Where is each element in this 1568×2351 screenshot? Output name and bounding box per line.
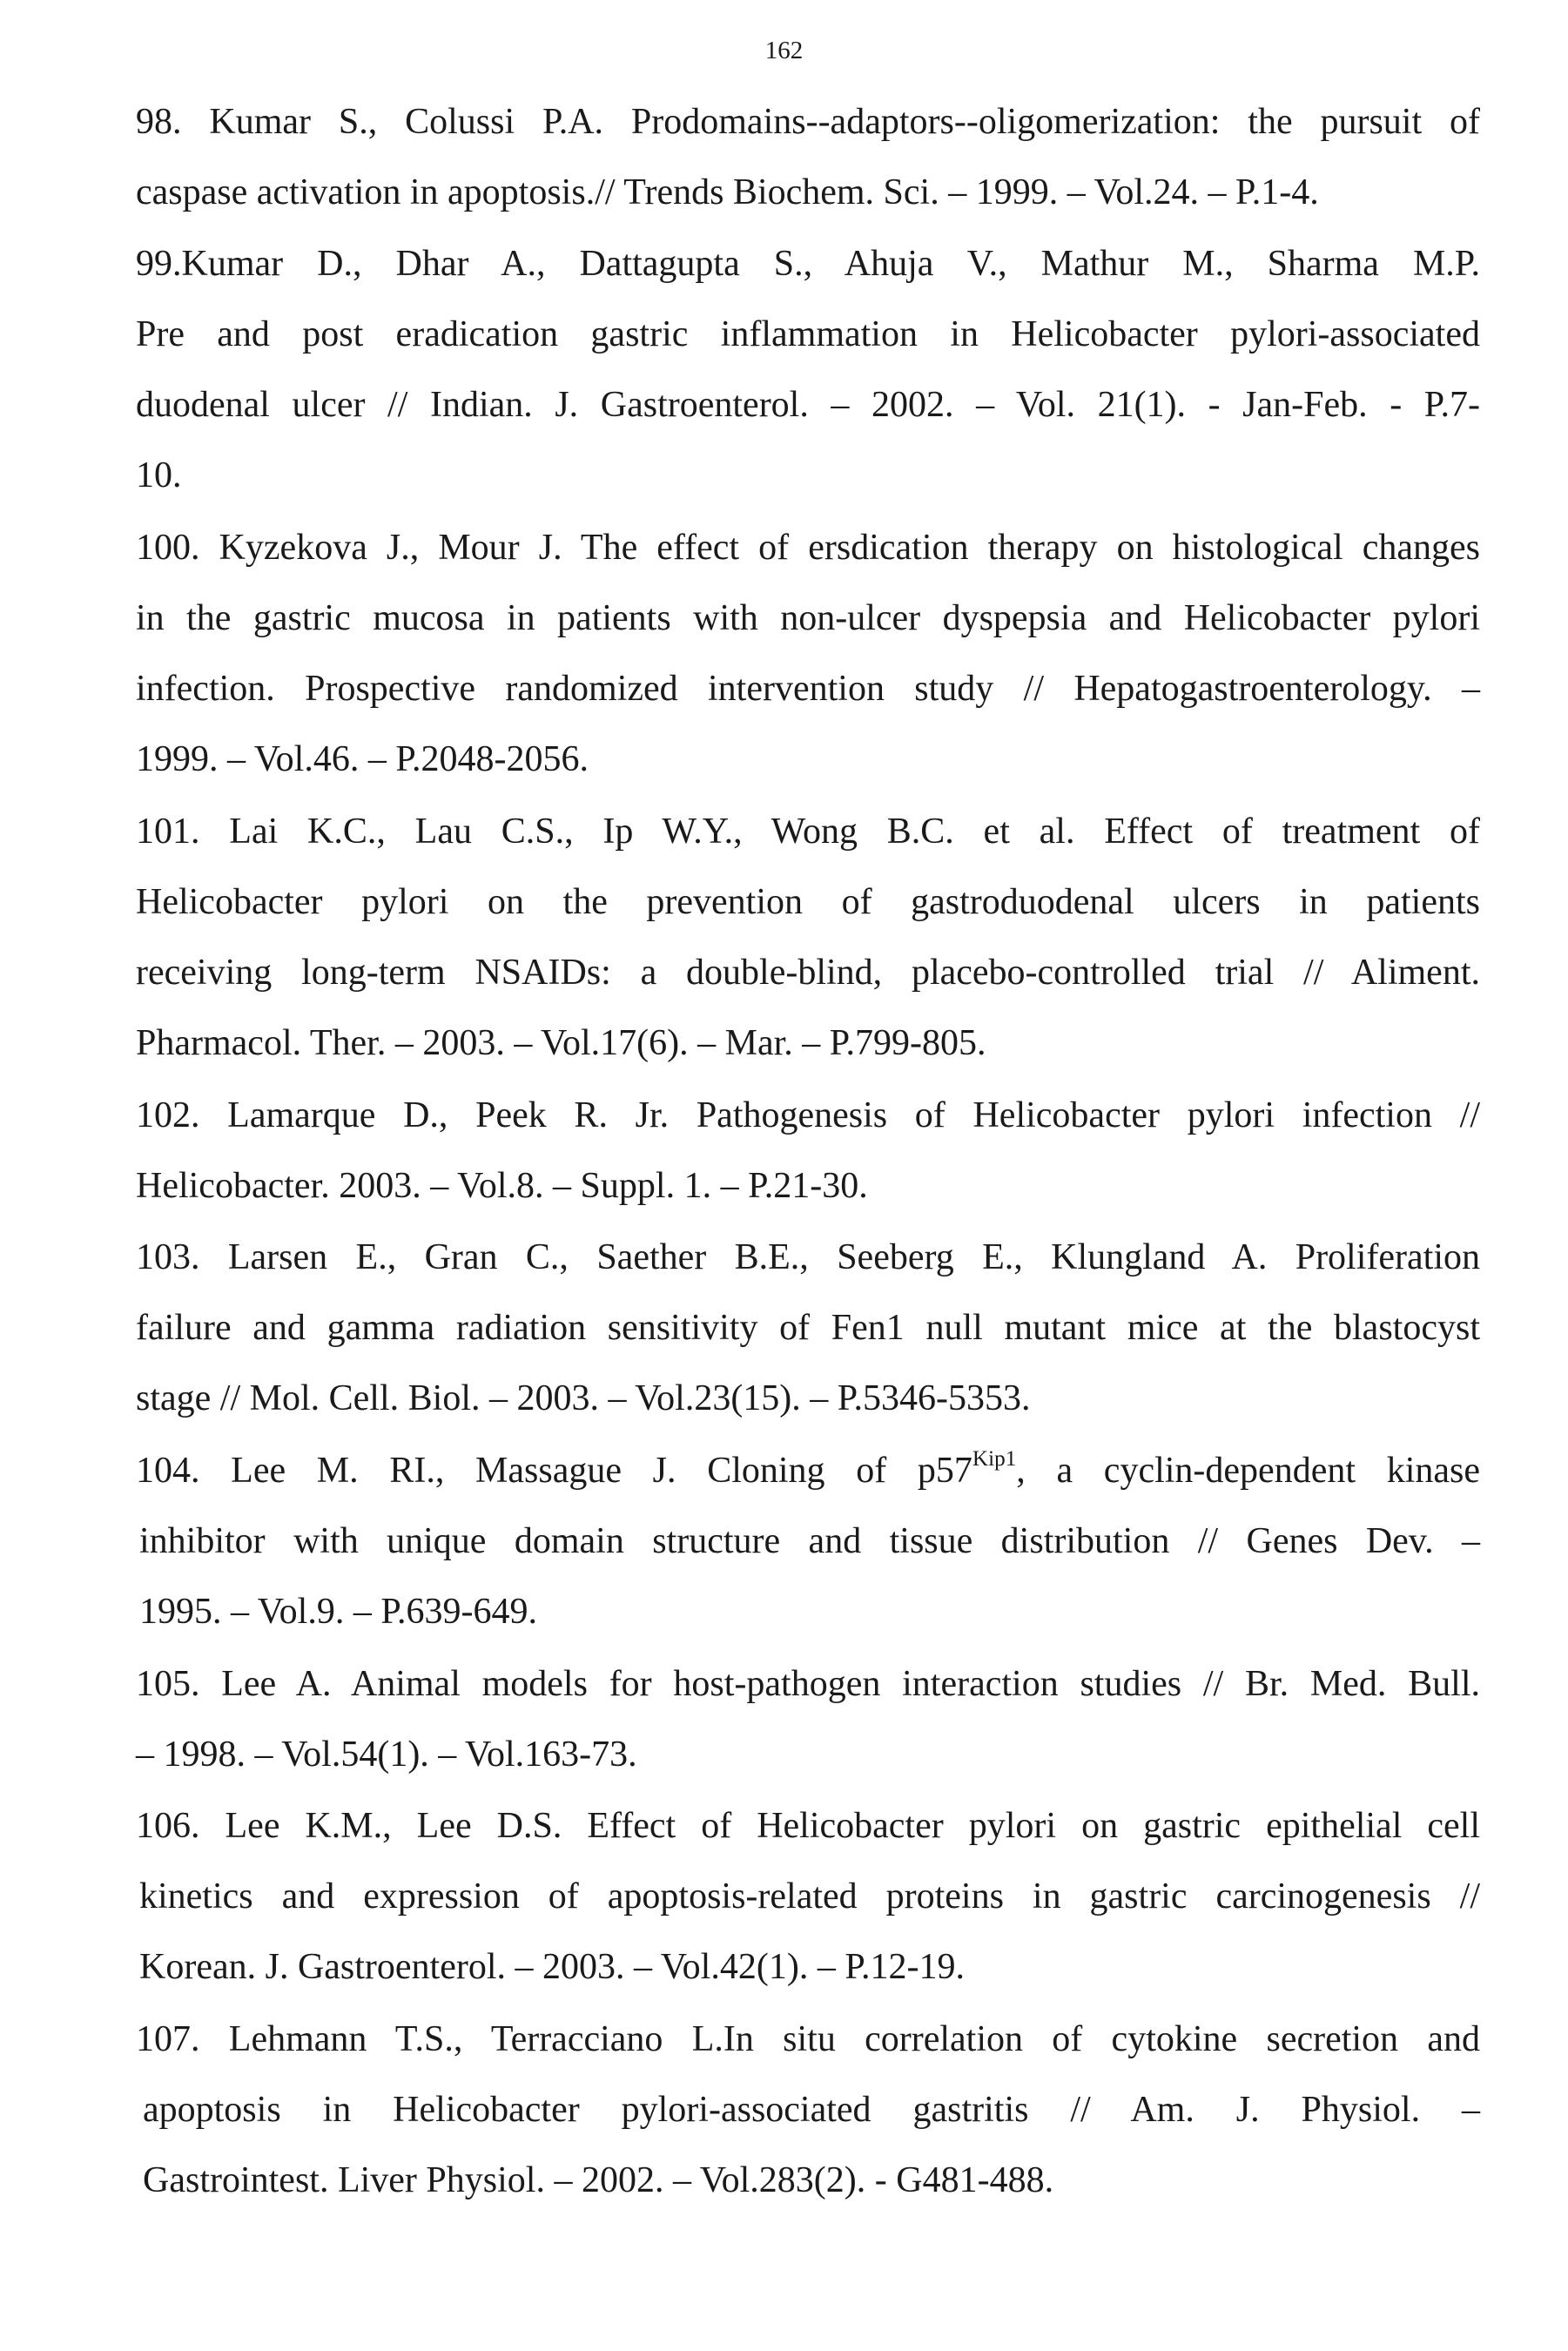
- reference-line: – 1998. – Vol.54(1). – Vol.163-73.: [136, 1735, 637, 1775]
- reference-line: failure and gamma radiation sensitivity of Fen1 null mutant mice at the blastocyst: [136, 1308, 1480, 1348]
- reference-line: 107. Lehmann T.S., Terracciano L.In situ correlation of cytokine secretion and: [136, 2019, 1480, 2059]
- reference-line: caspase activation in apoptosis.// Trends Biochem. Sci. – 1999. – Vol.24. – P.1-4.: [136, 172, 1319, 212]
- reference-line: inhibitor with unique domain structure and tissue distribution // Genes Dev. –: [139, 1521, 1480, 1561]
- reference-line: 1999. – Vol.46. – P.2048-2056.: [136, 739, 589, 779]
- reference-line: Helicobacter. 2003. – Vol.8. – Suppl. 1. – P.21-30.: [136, 1166, 868, 1206]
- reference-line: 102. Lamarque D., Peek R. Jr. Pathogenesis of Helicobacter pylori infection //: [136, 1095, 1480, 1135]
- reference-line: 98. Kumar S., Colussi P.A. Prodomains--adaptors--oligomerization: the pursuit of: [136, 102, 1480, 142]
- reference-line: 101. Lai K.C., Lau C.S., Ip W.Y., Wong B.C. et al. Effect of treatment of: [136, 812, 1480, 852]
- reference-line: stage // Mol. Cell. Biol. – 2003. – Vol.23(15). – P.5346-5353.: [136, 1378, 1031, 1418]
- reference-line: 103. Larsen E., Gran C., Saether B.E., Seeberg E., Klungland A. Proliferation: [136, 1237, 1480, 1277]
- reference-line: 100. Kyzekova J., Mour J. The effect of ersdication therapy on histological changes: [136, 528, 1480, 568]
- reference-line: 1995. – Vol.9. – P.639-649.: [139, 1592, 538, 1632]
- reference-line: Pre and post eradication gastric inflammation in Helicobacter pylori-associated: [136, 314, 1480, 354]
- reference-line: kinetics and expression of apoptosis-related proteins in gastric carcinogenesis //: [139, 1876, 1480, 1917]
- reference-line: Gastrointest. Liver Physiol. – 2002. – Vol.283(2). - G481-488.: [143, 2160, 1054, 2200]
- reference-line: 104. Lee M. RI., Massague J. Cloning of $p57^{Kip1}$, a cyclin-dependent kinase: [136, 1447, 1480, 1491]
- reference-line: 10.: [136, 455, 182, 495]
- superscript-text: Kip1: [972, 1447, 1017, 1472]
- reference-line: 99.Kumar D., Dhar A., Dattagupta S., Ahuja V., Mathur M., Sharma M.P.: [136, 244, 1480, 284]
- reference-line: infection. Prospective randomized intervention study // Hepatogastroenterology. –: [136, 669, 1480, 709]
- reference-line: receiving long-term NSAIDs: a double-blind, placebo-controlled trial // Aliment.: [136, 953, 1480, 993]
- reference-line: 105. Lee A. Animal models for host-pathogen interaction studies // Br. Med. Bull.: [136, 1664, 1480, 1704]
- page-number: 162: [764, 37, 804, 64]
- reference-line: duodenal ulcer // Indian. J. Gastroenterol. – 2002. – Vol. 21(1). - Jan-Feb. - P.7-: [136, 385, 1480, 425]
- reference-line: Helicobacter pylori on the prevention of gastroduodenal ulcers in patients: [136, 882, 1480, 922]
- reference-line: Korean. J. Gastroenterol. – 2003. – Vol.42(1). – P.12-19.: [139, 1947, 966, 1987]
- reference-line: apoptosis in Helicobacter pylori-associated gastritis // Am. J. Physiol. –: [143, 2090, 1480, 2130]
- reference-line: 106. Lee K.M., Lee D.S. Effect of Helicobacter pylori on gastric epithelial cell: [136, 1806, 1480, 1846]
- reference-line: Pharmacol. Ther. – 2003. – Vol.17(6). – Mar. – P.799-805.: [136, 1023, 986, 1063]
- reference-line: in the gastric mucosa in patients with non-ulcer dyspepsia and Helicobacter pylori: [136, 598, 1480, 638]
